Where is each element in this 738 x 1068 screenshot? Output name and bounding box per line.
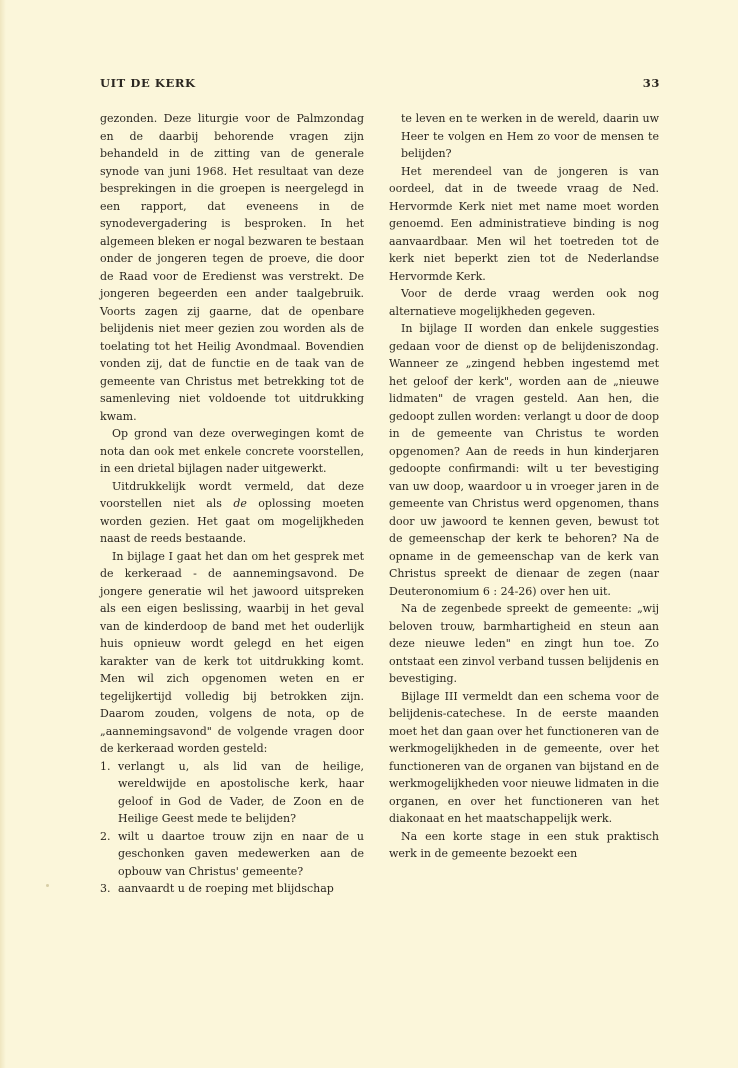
- question-text: aanvaardt u de roeping met blijdschap: [118, 882, 334, 895]
- emphasis-text: de: [233, 497, 247, 510]
- paragraph: Na de zegenbede spreekt de gemeente: „wij beloven trouw, barmhartigheid en steun aan deze nieuwe leden" en zingt hun toe. Zo ontstaat een zinvol verband tussen belijdenis en bevestiging.: [389, 602, 659, 685]
- right-column: [389, 110, 659, 863]
- question-continuation: te leven en te werken in de wereld, daarin uw Heer te volgen en Hem zo voor de mensen te belijden?: [401, 112, 659, 160]
- question-text: wilt u daartoe trouw zijn en naar de u geschonken gaven medewerken aan de opbouw van Christus' gemeente?: [118, 829, 364, 878]
- paragraph-text: oplossing moeten worden gezien. Het gaat om mogelijkheden naast de reeds bestaande.: [100, 497, 364, 545]
- question-number: 1.: [100, 759, 111, 773]
- paragraph: Op grond van deze overwegingen komt de nota dan ook met enkele concrete voorstellen, in een drietal bijlagen nader uitgewerkt.: [100, 427, 364, 475]
- paragraph: In bijlage I gaat het dan om het gesprek met de kerkeraad - de aannemingsavond. De jongere generatie wil het jawoord uitspreken als een eigen beslissing, waarbij in het geval van de kinderdoop de band met het ouderlijk huis opnieuw wordt gelegd en het eigen karakter van de kerk tot uitdrukking komt. Men wil zich opgenomen weten en er tegelijkertijd volledig bij betrokken zijn. Daarom zouden, volgens de nota, op de „aannemingsavond" de volgende vragen door de kerkeraad worden gesteld:: [100, 549, 364, 755]
- paragraph: Bijlage III vermeldt dan een schema voor de belijdenis-catechese. In de eerste maanden moet het dan gaan over het functioneren van de werkmogelijkheden in de gemeente, over het functioneren van de organen van bijstand en de werkmogelijkheden voor nieuwe lidmaten in die organen, en over het functioneren van het diakonaat en het maatschappelijk werk.: [389, 689, 659, 825]
- question-item: [100, 828, 364, 881]
- paragraph: Het merendeel van de jongeren is van oordeel, dat in de tweede vraag de Ned. Hervormde Kerk niet met name moet worden genoemd. Een administratieve binding is nog aanvaardbaar. Men wil het toetreden tot de kerk niet beperkt zien tot de Nederlandse Hervormde Kerk.: [389, 164, 659, 283]
- paragraph: Na een korte stage in een stuk praktisch werk in de gemeente bezoekt een: [389, 829, 659, 860]
- question-item: [100, 758, 364, 828]
- question-number: 3.: [100, 882, 111, 895]
- paper-speck: [46, 884, 49, 887]
- question-item: [100, 880, 364, 898]
- paragraph: gezonden. Deze liturgie voor de Palmzondag en de daarbij behorende vragen zijn behandeld in de zitting van de generale synode van juni 1968. Het resultaat van deze besprekingen in die groepen is neergelegd in een rapport, dat eveneens in de synodevergadering is besproken. In het algemeen bleken er nogal bezwaren te bestaan onder de jongeren tegen de proeve, die door de Raad voor de Eredienst was verstrekt. De jongeren begeerden een ander taalgebruik. Voorts zagen zij gaarne, dat de openbare belijdenis niet meer gezien zou worden als de toelating tot het Heilig Avondmaal. Bovendien vonden zij, dat de functie en de taak van de gemeente van Christus met betrekking tot de samenleving niet voldoende tot uitdrukking kwam.: [100, 112, 364, 423]
- question-number: 2.: [100, 829, 111, 843]
- paragraph: Voor de derde vraag werden ook nog alternatieve mogelijkheden gegeven.: [389, 287, 659, 318]
- question-list: [100, 758, 364, 898]
- paragraph: [100, 478, 364, 548]
- page-binding-edge: [0, 0, 6, 1068]
- left-column: [100, 110, 364, 898]
- question-text: verlangt u, als lid van de heilige, wereldwijde en apostolische kerk, haar geloof in God de Vader, de Zoon en de Heilige Geest mede te belijden?: [118, 759, 364, 825]
- paragraph-text: Uitdrukkelijk wordt vermeld, dat deze voorstellen niet als: [100, 479, 364, 510]
- page-number: 33: [642, 76, 660, 90]
- paragraph: In bijlage II worden dan enkele suggesties gedaan voor de dienst op de belijdeniszondag. Wanneer ze „zingend hebben ingestemd met het geloof der kerk", worden aan de „nieuwe lidmaten" de vragen gesteld. Aan hen, die gedoopt zullen worden: verlangt u door de doop in de gemeente van Christus te worden opgenomen? Aan de reeds in hun kinderjaren gedoopte confirmandi: wilt u ter bevestiging van uw doop, waardoor u in vroeger jaren in de gemeente van Christus werd opgenomen, thans door uw jawoord te kennen geven, bewust tot de gemeenschap der kerk te behoren? Na de opname in de gemeenschap van de kerk van Christus spreekt de dienaar de zegen (naar Deuteronomium 6 : 24-26) over hen uit.: [389, 322, 659, 598]
- running-head-title: UIT DE KERK: [100, 76, 196, 90]
